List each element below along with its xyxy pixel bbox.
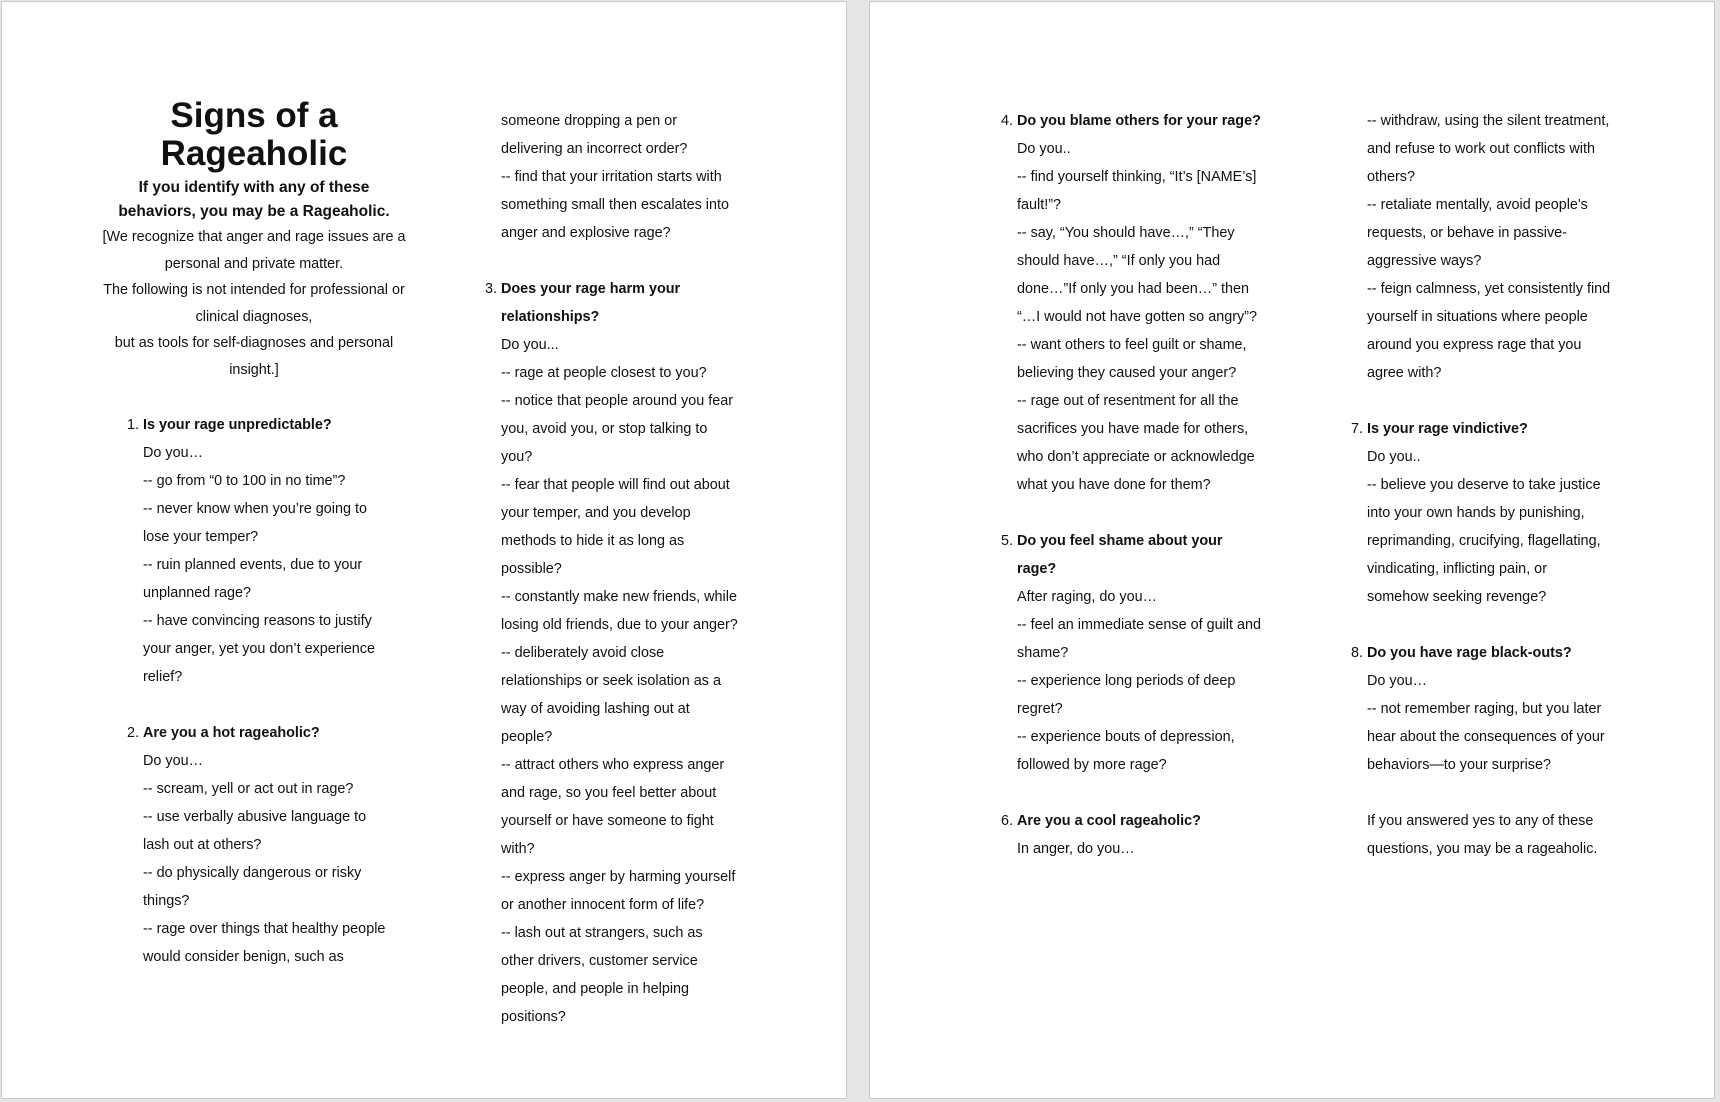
question-6-continued [1343,107,1611,387]
page1-right-column [477,107,739,1031]
question-line: -- constantly make new friends, while losing old friends, due to your anger? [501,589,738,633]
question-7 [1343,415,1611,611]
question-line: -- have convincing reasons to justify your anger, yet you don’t experience relief? [143,613,375,685]
question-line: -- rage out of resentment for all the sacrifices you have made for others, who don’t appreciate or acknowledge what you have done for them? [1017,393,1255,493]
question-heading: Does your rage harm your relationships? [501,281,681,325]
question-heading: Is your rage unpredictable? [143,417,332,433]
intro-line: [We recognize that anger and rage issues are a personal and private matter. [102,229,406,272]
question-line: -- rage at people closest to you? [501,365,707,381]
question-number: 3. [484,281,497,297]
question-line: -- feign calmness, yet consistently find yourself in situations where people around you express rage that you agree with? [1367,281,1611,381]
question-line: -- deliberately avoid close relationships or seek isolation as a way of avoiding lashing out at people? [501,645,721,745]
question-line: -- lash out at strangers, such as other drivers, customer service people, and people in helping positions? [501,925,703,1025]
question-prompt: Do you… [143,445,203,461]
question-2 [119,719,391,971]
closing-statement: If you answered yes to any of these questions, you may be a rageaholic. [1367,813,1598,857]
question-line: -- rage over things that healthy people would consider benign, such as [143,921,386,965]
question-number: 5. [1000,533,1013,549]
question-1 [119,411,391,691]
question-prompt: Do you.. [1017,141,1071,157]
question-3 [477,275,739,1031]
question-line: -- retaliate mentally, avoid people's requests, or behave in passive-aggressive ways? [1367,197,1588,269]
question-line: -- experience long periods of deep regret? [1017,673,1236,717]
intro-line: The following is not intended for professional or clinical diagnoses, [103,282,405,325]
question-prompt: Do you… [143,753,203,769]
question-line: -- not remember raging, but you later hear about the consequences of your behaviors—to your surprise? [1367,701,1605,773]
question-line: -- believe you deserve to take justice into your own hands by punishing, reprimanding, crucifying, flagellating, vindicating, inflicting pain, or somehow seeking revenge? [1367,477,1601,605]
question-heading: Do you blame others for your rage? [1017,113,1261,129]
question-heading: Are you a hot rageaholic? [143,725,320,741]
question-line: someone dropping a pen or delivering an incorrect order? [501,113,688,157]
question-line: -- notice that people around you fear you, avoid you, or stop talking to you? [501,393,733,465]
page2-left-column [993,79,1263,863]
question-4 [993,107,1263,499]
document-page-1 [1,1,847,1099]
question-prompt: Do you.. [1367,449,1421,465]
question-prompt: After raging, do you… [1017,589,1157,605]
question-line: -- want others to feel guilt or shame, believing they caused your anger? [1017,337,1247,381]
question-line: -- say, “You should have…,” “They should have…,” “If only you had done…”If only you had been…” then “…I would not have gotten so angry”? [1017,225,1257,325]
question-prompt: Do you… [1367,673,1427,689]
question-2-continued [477,107,739,247]
question-line: -- go from “0 to 100 in no time”? [143,473,346,489]
question-line: -- scream, yell or act out in rage? [143,781,354,797]
question-number: 2. [126,725,139,741]
question-prompt: Do you... [501,337,559,353]
question-number: 1. [126,417,139,433]
question-line: -- find yourself thinking, “It’s [NAME’s] fault!”? [1017,169,1257,213]
question-line: -- do physically dangerous or risky things? [143,865,362,909]
question-number: 8. [1350,645,1363,661]
page2-right-column [1343,107,1611,863]
document-title: Signs of a Rageaholic [160,96,348,173]
question-line: -- experience bouts of depression, followed by more rage? [1017,729,1235,773]
question-line: -- never know when you’re going to lose your temper? [143,501,367,545]
question-number: 4. [1000,113,1013,129]
intro-line: but as tools for self-diagnoses and personal insight.] [114,335,394,378]
question-line: -- use verbally abusive language to lash out at others? [143,809,367,853]
intro-note [99,224,409,383]
question-number: 6. [1000,813,1013,829]
question-number: 7. [1350,421,1363,437]
question-line: -- feel an immediate sense of guilt and shame? [1017,617,1261,661]
question-8 [1343,639,1611,779]
document-subtitle: If you identify with any of these behaviors, you may be a Rageaholic. [118,179,390,220]
question-line: -- find that your irritation starts with something small then escalates into anger and explosive rage? [501,169,729,241]
page1-left-column [99,97,409,971]
question-line: -- fear that people will find out about your temper, and you develop methods to hide it as long as possible? [501,477,730,577]
question-line: -- withdraw, using the silent treatment, and refuse to work out conflicts with others? [1367,113,1610,185]
question-prompt: In anger, do you… [1017,841,1135,857]
question-line: -- attract others who express anger and rage, so you feel better about yourself or have someone to fight with? [501,757,725,857]
question-heading: Do you have rage black-outs? [1367,645,1572,661]
document-page-2 [869,1,1715,1099]
question-6 [993,807,1263,863]
question-heading: Are you a cool rageaholic? [1017,813,1201,829]
question-5 [993,527,1263,779]
question-heading: Do you feel shame about your rage? [1017,533,1223,577]
question-line: -- express anger by harming yourself or another innocent form of life? [501,869,736,913]
question-heading: Is your rage vindictive? [1367,421,1528,437]
question-line: -- ruin planned events, due to your unplanned rage? [143,557,363,601]
